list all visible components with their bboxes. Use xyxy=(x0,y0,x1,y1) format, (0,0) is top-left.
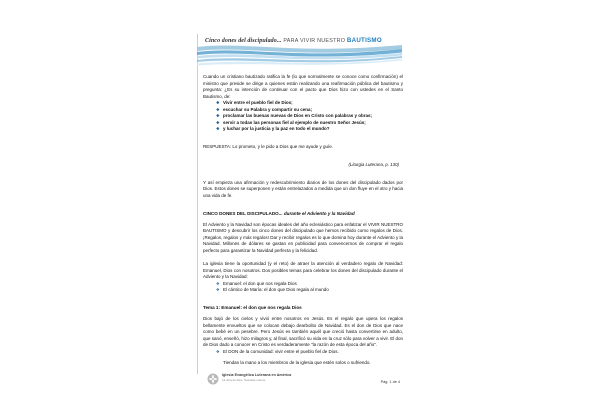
elca-logo-icon xyxy=(207,373,219,385)
theme-list xyxy=(203,281,403,294)
left-accent-rule xyxy=(197,34,198,374)
baptism-vow-list xyxy=(203,100,403,133)
list-item xyxy=(216,287,403,294)
diamond-bullet-icon: ❖ xyxy=(216,287,220,293)
diamond-bullet-icon: ❖ xyxy=(216,106,220,112)
liturgy-citation: (Liturgia Luterana, p. 130) xyxy=(348,162,399,168)
list-item-label: El DON de la comunidad: vivir entre el pueblo fiel de Dios. xyxy=(223,348,339,354)
list-item xyxy=(216,126,403,133)
diamond-bullet-icon: ❖ xyxy=(216,126,220,132)
respuesta-line: RESPUESTA: Lo prometo, y le pido a Dios que me ayude y guíe. xyxy=(203,143,333,149)
list-item-label: Vivir entre el pueblo fiel de Dios; xyxy=(223,100,293,106)
iglesia-paragraph: La iglesia tiene la oportunidad (y el reto) de atraer la atención al verdadero regalo de Navidad: Emanuel, Dios con nosotros. Dos posibles temas para celebrar los dones del discipulado durante el Adviento y la Navidad: xyxy=(203,260,403,280)
document-body xyxy=(203,74,403,371)
footer-page-number: Pág. 1 de 4 xyxy=(380,380,400,384)
list-item-label: escuchar su Palabra y compartir su cena; xyxy=(223,106,313,112)
list-item xyxy=(216,348,403,356)
list-item-label: Emanuel: el don que nos regala Dios xyxy=(223,280,297,286)
don-list xyxy=(203,349,403,356)
footer-tagline: La obra de Dios. Nuestras manos. xyxy=(222,378,266,382)
header-title-caps: PARA VIVIR NUESTRO xyxy=(283,38,346,44)
section-paragraph: El Adviento y la Navidad son épocas ideales del año eclesiástico para enfatizar el VIVIR NUESTRO BAUTISMO y descubrir los cinco dones del discipulado que hemos recibido como regalos de Dios. ¡Regalos, regalos y más regalos! Dar y recibir regalos es lo que domina hoy durante el Adviento y la Navidad. Millones de dólares se gastan en publicidad para convencernos de comprar el regalo perfecto para garantizar la Navidad perfecta y la felicidad. xyxy=(203,221,403,253)
header-title-italic: Cinco dones del discipulado... xyxy=(205,38,282,44)
don-note: Tiendan la mano a los miembros de la iglesia que estén solos o sufriendo. xyxy=(223,359,371,365)
intro-paragraph: Cuando un cristiano bautizado ratifica la fe (lo que normalmente se conoce como confirmación) el ministro que preside se dirige a quienes están realizando una reafirmación pública del bautismo y pregunta: ¿Es su intención de continuar con el pacto que Dios hizo con ustedes en el Santo Bautismo, de: xyxy=(203,74,403,99)
diamond-bullet-icon: ❖ xyxy=(216,280,220,286)
document-footer xyxy=(197,372,402,392)
afirmacion-paragraph: Y así empieza una afirmación y redescubrimiento diarios de los dones del discipulado dados por Dios. Estos dones se superponen y están entrelazados a medida que un don fluye en el otro y hacia una vida de fe. xyxy=(203,179,403,198)
list-item-label: El cántico de María: el don que Dios regala al mundo xyxy=(223,287,329,293)
header-title xyxy=(205,37,382,44)
list-item-label: y luchar por la justicia y la paz en todo el mundo? xyxy=(223,126,330,132)
section-heading-italic: durante el Adviento y la Navidad xyxy=(283,210,355,216)
tema1-paragraph: Dios bajó de los cielos y vivió entre nosotros en Jesús. Es el regalo que upera los regalos bellamente envueltos que se colocan debajo dearbolito de Navidad. Es el don de Dios que nace como bebé en un pesebre. Pero Jesús es también aquél que creció hasta convertirse en adulto, que sanó, enseñó, hizo milagros y, al final, sacrificó su vida en la cruz sólo para volver a vivir. El don de Dios dado a conocer en Cristo es verdaderamente "la razón de esta época del año". xyxy=(203,315,403,348)
list-item-label: servir a todas las personas fiel al ejemplo de nuestro Señor Jesús; xyxy=(223,119,366,125)
section-heading xyxy=(203,211,403,218)
diamond-bullet-icon: ❖ xyxy=(216,119,220,125)
list-item-label: proclamar las buenas nuevas de Dios en Cristo con palabras y obras; xyxy=(223,113,373,119)
header-title-accent: BAUTISMO xyxy=(346,37,382,44)
tema1-heading: Tema 1: Emanuel: el don que nos regala Dios xyxy=(203,304,302,310)
diamond-bullet-icon: ❖ xyxy=(216,100,220,106)
wave-graphic-icon xyxy=(197,44,402,70)
section-heading-bold: CINCO DONES DEL DISCIPULADO... xyxy=(203,210,283,216)
footer-organization-name: Iglesia Evangélica Luterana en América xyxy=(222,373,292,377)
diamond-bullet-icon: ❖ xyxy=(216,113,220,119)
diamond-bullet-icon: ❖ xyxy=(216,348,220,354)
document-header xyxy=(197,34,402,70)
